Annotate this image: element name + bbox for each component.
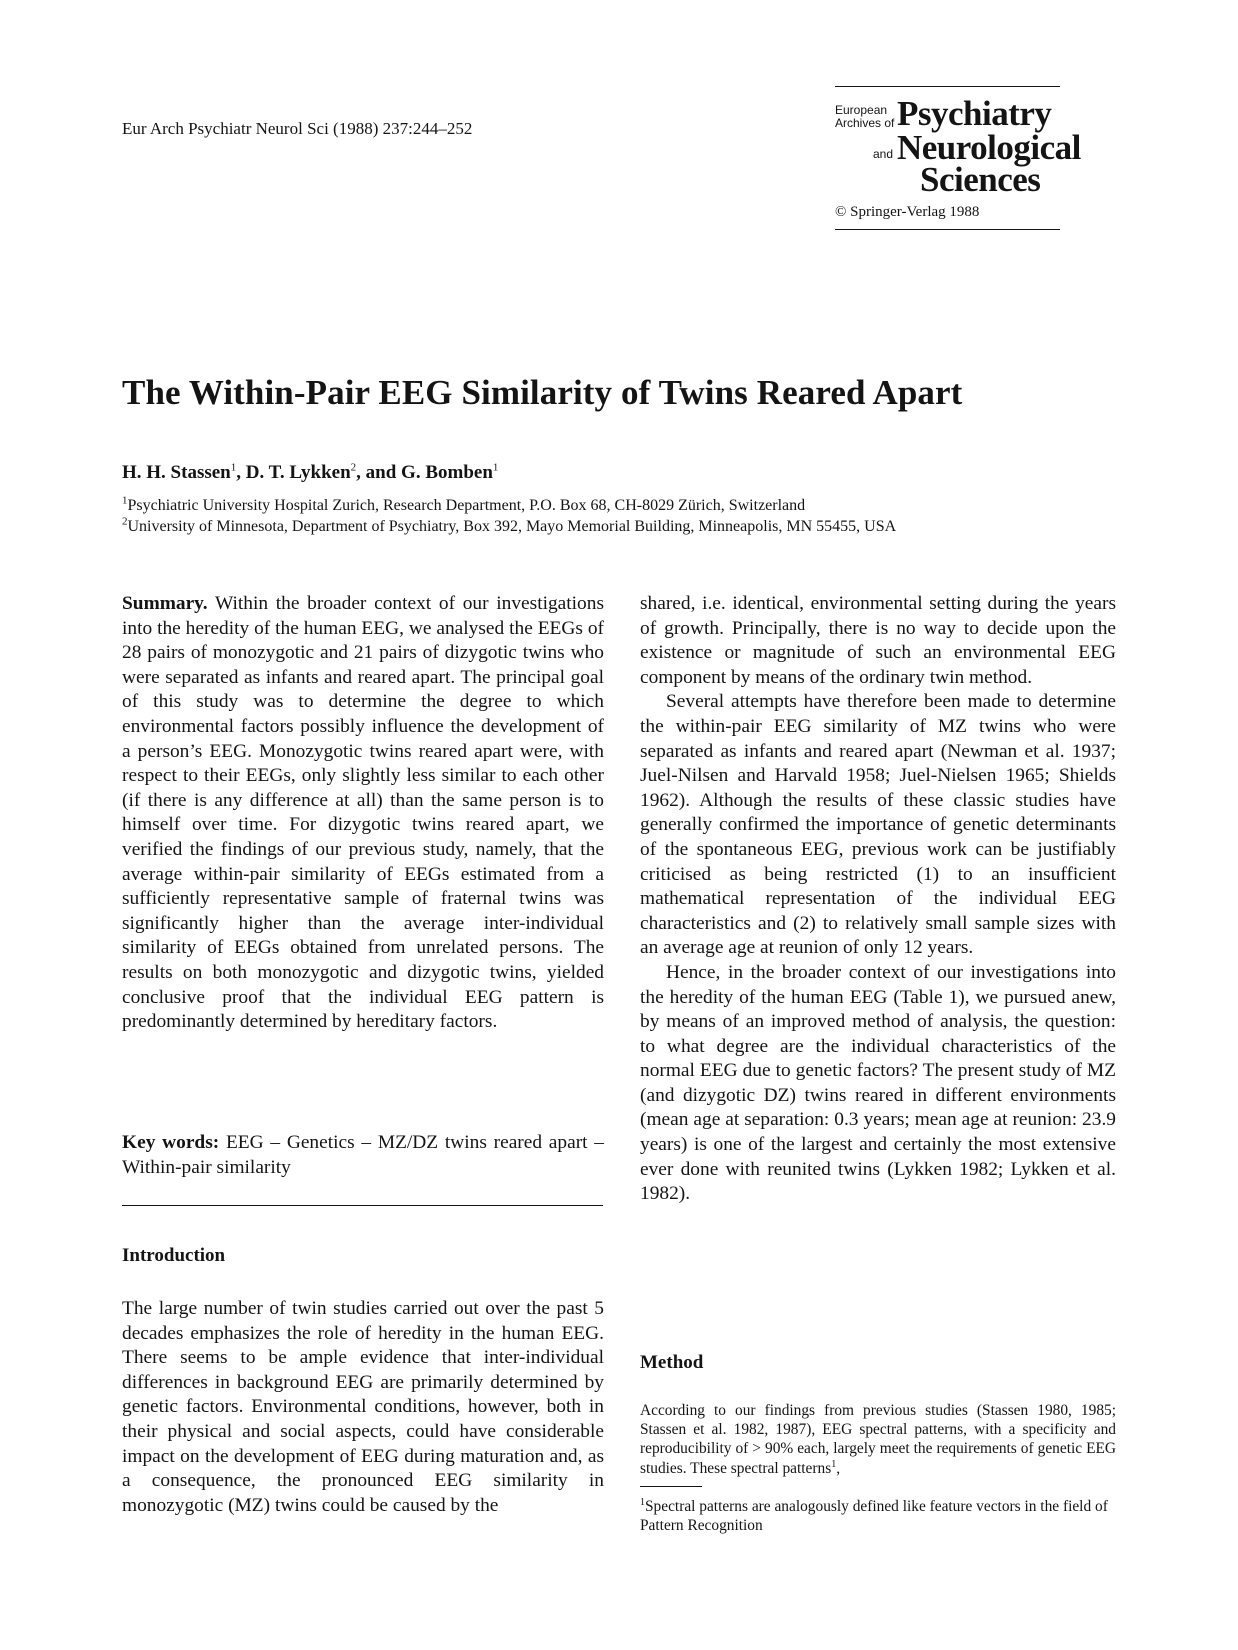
author-affil-mark: 1 xyxy=(492,461,499,474)
footnote-text: Spectral patterns are analogously defined like feature vectors in the field of Pattern Recognition xyxy=(640,1498,1108,1535)
summary-paragraph xyxy=(122,592,604,1035)
author-separator: , and xyxy=(356,462,402,483)
logo-word-european: European xyxy=(835,103,888,117)
affiliation-text: University of Minnesota, Department of Psychiatry, Box 392, Mayo Memorial Building, Minneapolis, MN 55455, USA xyxy=(127,518,897,535)
right-column-text xyxy=(640,592,1116,1207)
paragraph: shared, i.e. identical, environmental setting during the years of growth. Principally, there is no way to decide upon the existence or magnitude of such an environmental EEG component by means of the ordinary twin method. xyxy=(640,593,1116,688)
footnote-rule xyxy=(640,1486,702,1487)
keywords-label: Key words: xyxy=(122,1132,220,1153)
author-name: G. Bomben xyxy=(401,462,493,483)
method-paragraph xyxy=(640,1401,1116,1478)
author-list xyxy=(122,462,498,484)
author-affil-mark: 1 xyxy=(230,461,237,474)
paragraph: Hence, in the broader context of our investigations into the heredity of the human EEG (Table 1), we pursued anew, by means of an improved method of analysis, the question: to what degree are the individual characteristics of the normal EEG due to genetic factors? The present study of MZ (and dizygotic DZ) twins reared in different environments (mean age at separation: 0.3 years; mean age at reunion: 23.9 years) is one of the largest and certainly the most extensive ever done with reunited twins (Lykken 1982; Lykken et al. 1982). xyxy=(640,961,1116,1205)
keywords xyxy=(122,1131,604,1180)
summary-label: Summary. xyxy=(122,593,208,614)
method-text: According to our findings from previous studies (Stassen 1980, 1985; Stassen et al. 1982, 1987), EEG spectral patterns, with a specificity and reproducibility of > 90% each, largely meet the requirements of genetic EEG studies. These spectral patterns xyxy=(640,1402,1116,1477)
introduction-paragraph xyxy=(122,1297,604,1518)
header-rule-top xyxy=(835,86,1060,87)
affiliation xyxy=(122,515,897,536)
affiliation xyxy=(122,494,806,515)
journal-logo xyxy=(835,94,1081,199)
journal-citation: Eur Arch Psychiatr Neurol Sci (1988) 237:244–252 xyxy=(122,119,473,138)
footnote-mark: 1 xyxy=(640,1496,645,1508)
introduction-text: The large number of twin studies carried out over the past 5 decades emphasizes the role of heredity in the human EEG. There seems to be ample evidence that inter-individual differences in background EEG are primarily determined by genetic factors. Environmental conditions, however, both in their physical and social aspects, could have considerable impact on the development of EEG during maturation and, as a consequence, the pronounced EEG similarity in monozygotic (MZ) twins could be caused by the xyxy=(122,1298,604,1516)
logo-title-neurological: Neurological xyxy=(897,128,1081,167)
affiliation-mark: 2 xyxy=(122,515,128,528)
section-divider xyxy=(122,1205,603,1206)
summary-text: Within the broader context of our investigations into the heredity of the human EEG, we analysed the EEGs of 28 pairs of monozygotic and 21 pairs of dizygotic twins who were separated as infants and reared apart. The principal goal of this study was to determine the degree to which environmental factors possibly influence the development of a person’s EEG. Monozygotic twins reared apart were, with respect to their EEGs, only slightly less similar to each other (if there is any difference at all) than the same person is to himself over time. For dizygotic twins reared apart, we verified the findings of our previous study, namely, that the average within-pair similarity of EEGs estimated from a sufficiently representative sample of fraternal twins was significantly higher than the average inter-individual similarity of EEGs obtained from unrelated persons. The results on both monozygotic and dizygotic twins, yielded conclusive proof that the individual EEG pattern is predominantly determined by hereditary factors. xyxy=(122,593,604,1033)
publisher-copyright: © Springer-Verlag 1988 xyxy=(835,204,980,220)
footnote-marker: 1 xyxy=(831,1458,837,1470)
method-text-tail: , xyxy=(836,1459,841,1477)
author-name: D. T. Lykken xyxy=(245,462,351,483)
paragraph: Several attempts have therefore been made to determine the within-pair EEG similarity of MZ twins who were separated as infants and reared apart (Newman et al. 1937; Juel-Nilsen and Harvald 1958; Juel-Nielsen 1965; Shields 1962). Although the results of these classic studies have generally confirmed the importance of genetic determinants of the spontaneous EEG, previous work can be justifiably criticised as being restricted (1) to an insufficient mathematical representation of the individual EEG characteristics and (2) to relatively small sample sizes with an average age at reunion of only 12 years. xyxy=(640,691,1116,959)
method-heading: Method xyxy=(640,1352,704,1373)
introduction-heading: Introduction xyxy=(122,1245,226,1266)
affiliation-mark: 1 xyxy=(122,494,128,507)
affiliation-text: Psychiatric University Hospital Zurich, Research Department, P.O. Box 68, CH-8029 Zürich, Switzerland xyxy=(127,497,806,514)
keywords-text: EEG – Genetics – MZ/DZ twins reared apart – Within-pair similarity xyxy=(122,1132,604,1178)
footnote xyxy=(640,1497,1116,1536)
logo-title-psychiatry: Psychiatry xyxy=(897,94,1052,133)
author-affil-mark: 2 xyxy=(350,461,357,474)
author-separator: , xyxy=(236,462,246,483)
article-title: The Within-Pair EEG Similarity of Twins Reared Apart xyxy=(122,373,963,412)
header-rule-bottom xyxy=(835,229,1060,230)
logo-word-archives: Archives of xyxy=(835,116,895,130)
logo-word-and: and xyxy=(873,147,894,161)
logo-title-sciences: Sciences xyxy=(920,160,1041,199)
author-name: H. H. Stassen xyxy=(122,462,231,483)
